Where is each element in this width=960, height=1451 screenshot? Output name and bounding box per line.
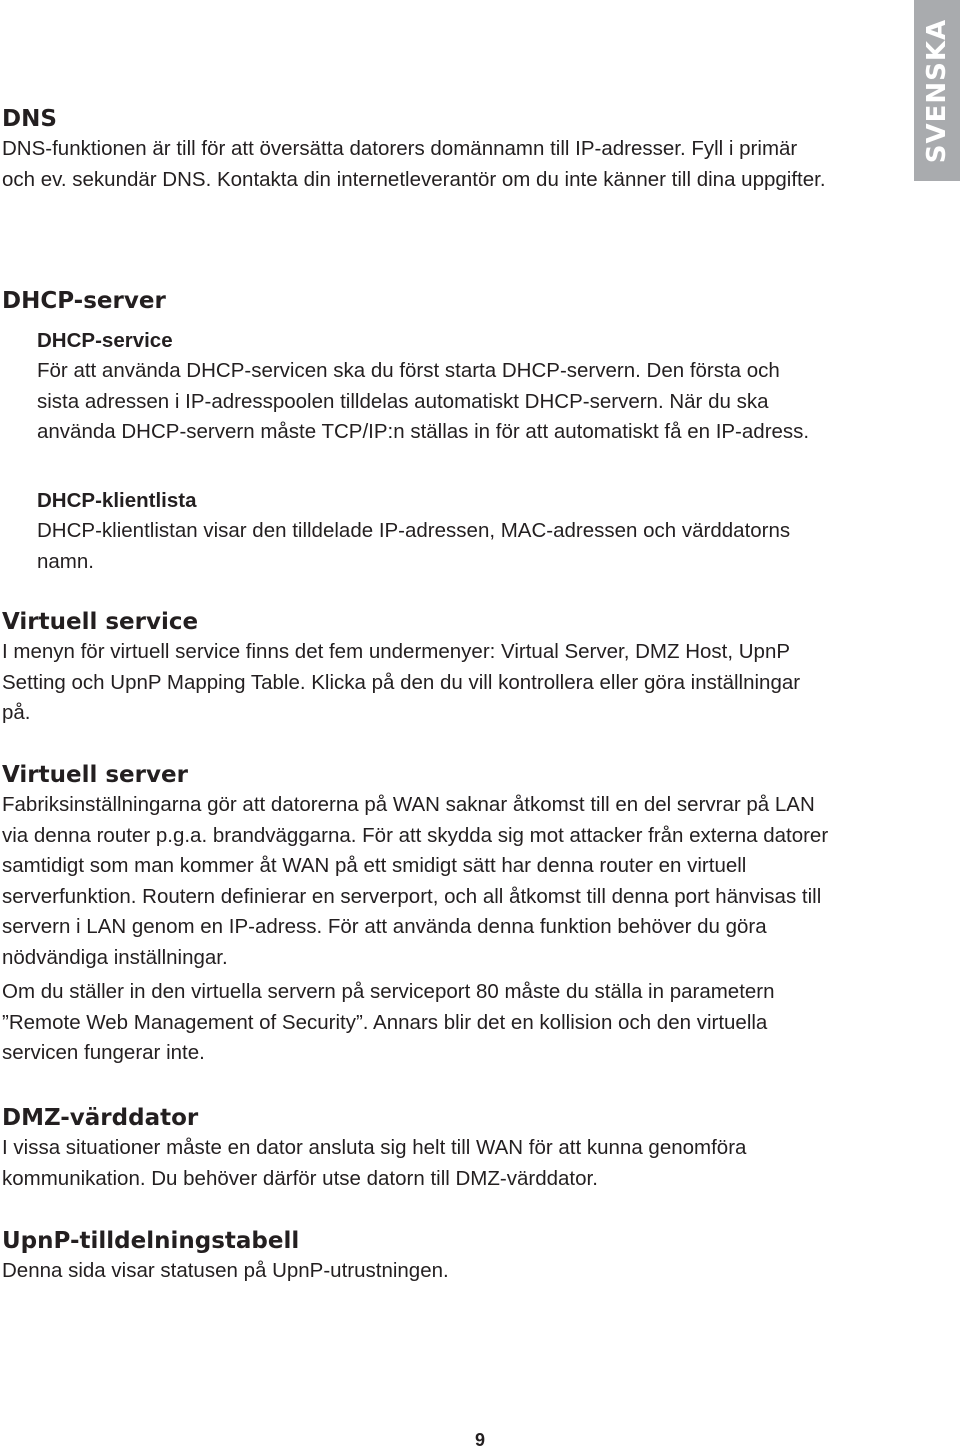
heading-dhcp-client-list: DHCP-klientlista (37, 489, 197, 512)
heading-upnp: UpnP-tilldelningstabell (2, 1228, 300, 1254)
page-number: 9 (474, 1430, 485, 1450)
language-tab (914, 0, 960, 181)
heading-virtual-service: Virtuell service (2, 609, 199, 635)
text-upnp: Denna sida visar statusen på UpnP-utrustningen. (2, 1259, 449, 1282)
section-virtual-service (2, 607, 832, 729)
section-upnp (2, 1226, 832, 1287)
text-virtual-server-2: Om du ställer in den virtuella servern på serviceport 80 måste du ställa in parametern ”Remote Web Management of Security”. Annars blir det en kollision och den virtuella servicen fungerar inte. (2, 980, 775, 1064)
text-virtual-service: I menyn för virtuell service finns det fem undermenyer: Virtual Server, DMZ Host, UpnP Setting och UpnP Mapping Table. Klicka på den du vill kontrollera eller göra inställningar på. (2, 640, 801, 724)
heading-virtual-server: Virtuell server (2, 762, 188, 788)
language-tab-label: SVENSKA (922, 18, 952, 163)
section-dns (2, 104, 832, 195)
text-dmz: I vissa situationer måste en dator ansluta sig helt till WAN för att kunna genomföra kommunikation. Du behöver därför utse datorn till DMZ-värddator. (2, 1136, 747, 1190)
section-dhcp (2, 286, 832, 316)
heading-dns: DNS (2, 106, 57, 132)
text-dns: DNS-funktionen är till för att översätta datorers domännamn till IP-adresser. Fyll i primär och ev. sekundär DNS. Kontakta din internetleverantör om du inte känner till dina uppgifter. (2, 137, 826, 191)
heading-dhcp-service: DHCP-service (37, 329, 173, 352)
text-dhcp-service: För att använda DHCP-servicen ska du först starta DHCP-servern. Den första och sista adressen i IP-adresspoolen tilldelas automatiskt DHCP-servern. När du ska använda DHCP-servern måste TCP/IP:n ställas in för att automatiskt få en IP-adress. (37, 359, 810, 443)
heading-dhcp-server: DHCP-server (2, 288, 166, 314)
text-dhcp-client-list: DHCP-klientlistan visar den tilldelade IP-adressen, MAC-adressen och värddatorns namn. (37, 519, 791, 573)
section-dmz (2, 1103, 832, 1194)
section-virtual-server (2, 760, 832, 1069)
subsection-dhcp-client-list (37, 486, 817, 577)
text-virtual-server-1: Fabriksinställningarna gör att datorerna på WAN saknar åtkomst till en del servrar på LAN via denna router p.g.a. brandväggarna. För att skydda sig mot attacker från externa datorer samtidigt som man kommer åt WAN på ett smidigt sätt har denna router en virtuell serverfunktion. Routern definierar en serverport, och all åtkomst till denna port hänvisas till servern i LAN genom en IP-adress. För att använda denna funktion behöver du göra nödvändiga inställningar. (2, 793, 829, 969)
subsection-dhcp-service (37, 326, 817, 448)
heading-dmz: DMZ-värddator (2, 1105, 199, 1131)
